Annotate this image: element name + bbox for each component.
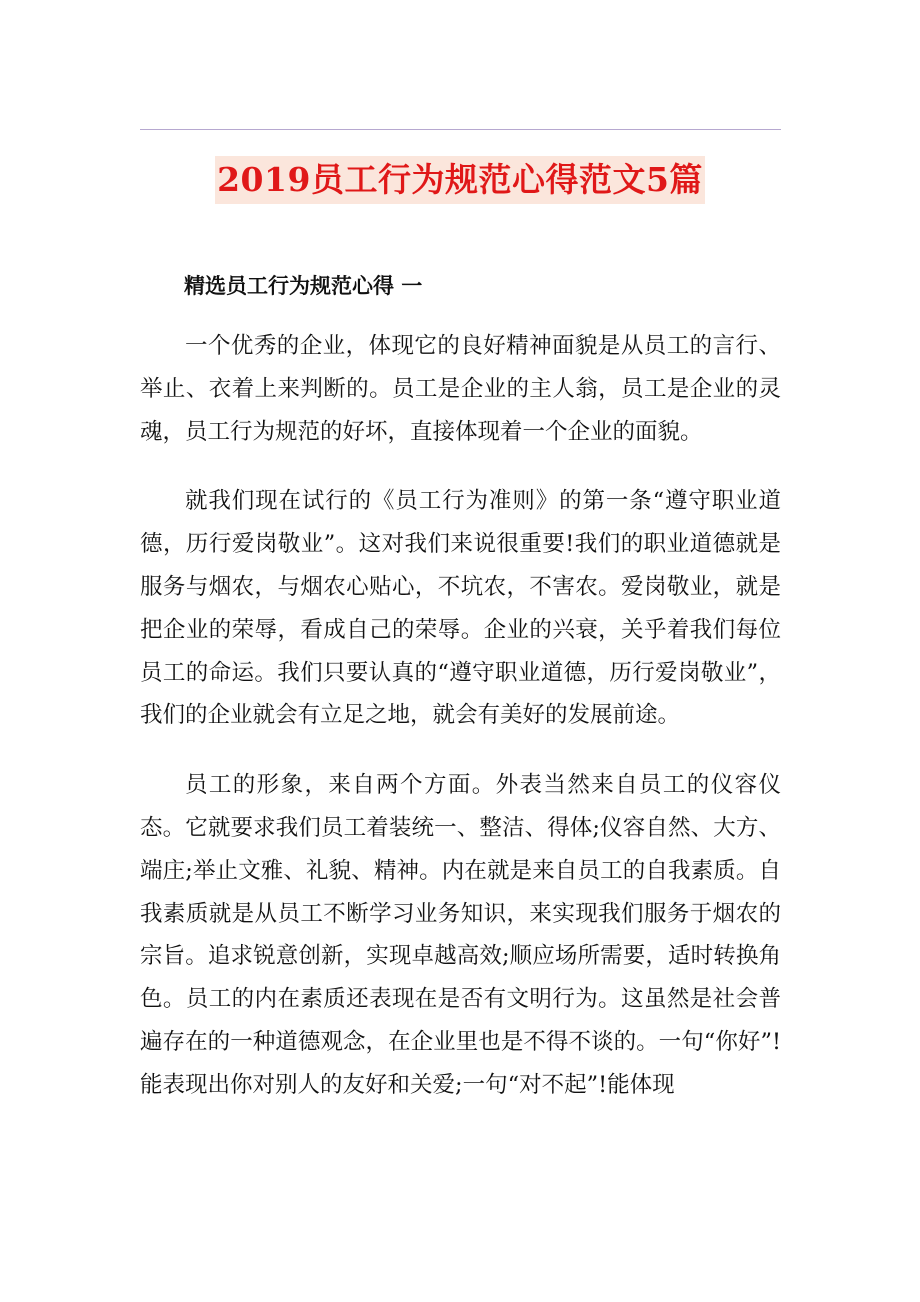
top-divider — [140, 129, 781, 130]
paragraph-3: 员工的形象，来自两个方面。外表当然来自员工的仪容仪态。它就要求我们员工着装统一、整洁、得体;仪容自然、大方、端庄;举止文雅、礼貌、精神。内在就是来自员工的自我素质。自我素质就是从员工不断学习业务知识，来实现我们服务于烟农的宗旨。追求锐意创新，实现卓越高效;顺应场所需要，适时转换角色。员工的内在素质还表现在是否有文明行为。这虽然是社会普遍存在的一种道德观念，在企业里也是不得不谈的。一句“你好”!能表现出你对别人的友好和关爱;一句“对不起”!能体现 — [140, 772, 781, 1098]
document-title: 2019员工行为规范心得范文5篇 — [215, 156, 705, 204]
section-heading: 精选员工行为规范心得 一 — [184, 273, 423, 298]
document-body — [140, 266, 781, 1134]
title-container — [0, 156, 920, 204]
paragraph-2: 就我们现在试行的《员工行为准则》的第一条“遵守职业道德，历行爱岗敬业”。这对我们来说很重要!我们的职业道德就是服务与烟农，与烟农心贴心，不坑农，不害农。爱岗敬业，就是把企业的荣辱，看成自己的荣辱。企业的兴衰，关乎着我们每位员工的命运。我们只要认真的“遵守职业道德，历行爱岗敬业”，我们的企业就会有立足之地，就会有美好的发展前途。 — [140, 488, 781, 729]
paragraph-1: 一个优秀的企业，体现它的良好精神面貌是从员工的言行、举止、衣着上来判断的。员工是企业的主人翁，员工是企业的灵魂，员工行为规范的好坏，直接体现着一个企业的面貌。 — [140, 333, 781, 445]
